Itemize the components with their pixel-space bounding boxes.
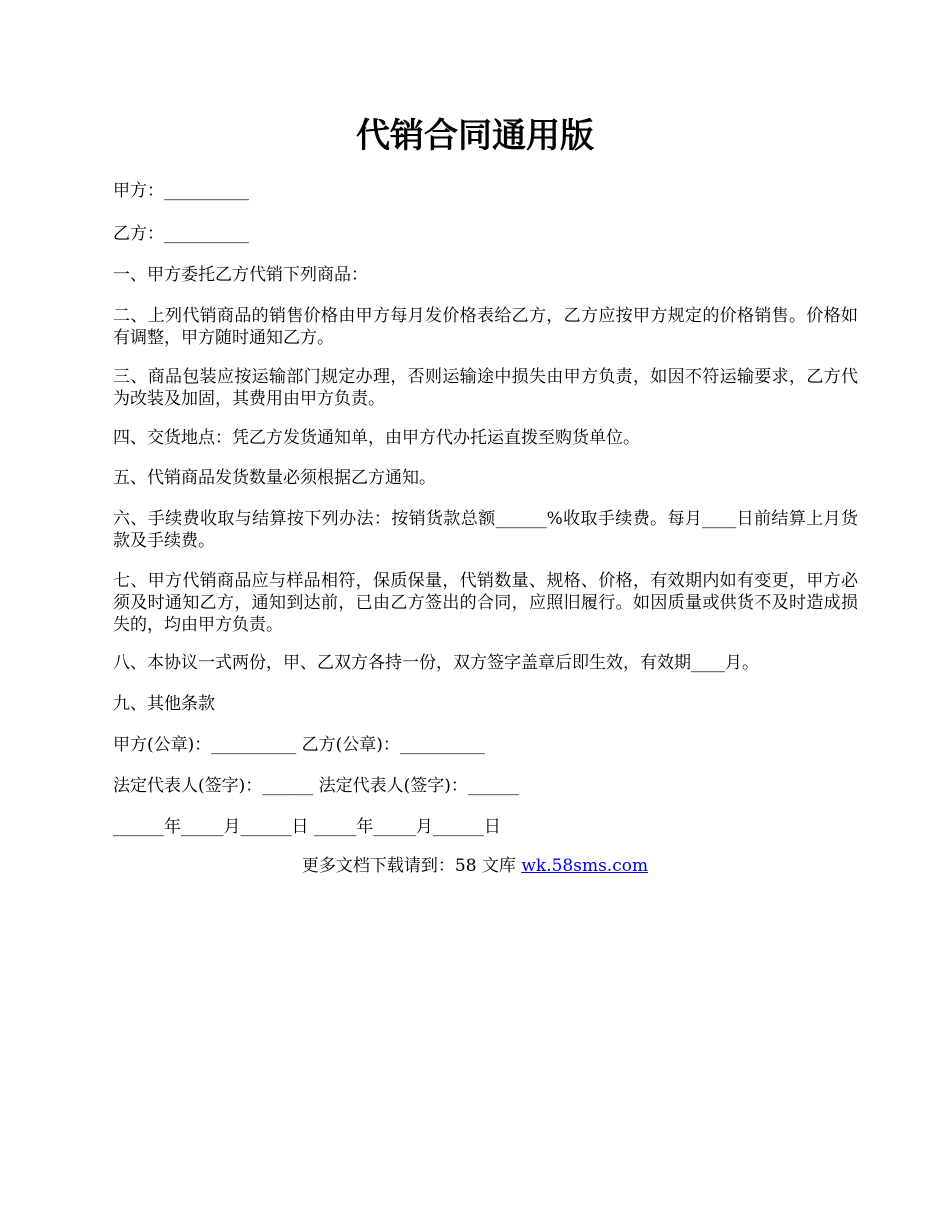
party-b-line: 乙方：__________ <box>113 224 249 244</box>
signature-date-line: ______年_____月______日 _____年_____月______日 <box>113 817 501 837</box>
clause-9: 九、其他条款 <box>113 694 215 714</box>
clause-3: 三、商品包装应按运输部门规定办理，否则运输途中损失由甲方负责，如因不符运输要求，乙方代为改装及加固，其费用由甲方负责。 <box>113 367 858 409</box>
party-a-line: 甲方：__________ <box>113 181 249 201</box>
footer-link[interactable]: wk.58sms.com <box>521 856 649 876</box>
clause-8: 八、本协议一式两份，甲、乙双方各持一份，双方签字盖章后即生效，有效期____月。 <box>113 653 759 673</box>
download-footer <box>0 855 950 877</box>
footer-text: 更多文档下载请到：58 文库 <box>301 856 522 876</box>
clause-7: 七、甲方代销商品应与样品相符，保质保量，代销数量、规格、价格，有效期内如有变更，甲方必须及时通知乙方，通知到达前，已由乙方签出的合同，应照旧履行。如因质量或供货不及时造成损失的，均由甲方负责。 <box>113 571 858 635</box>
signature-representative-line: 法定代表人(签字)：______ 法定代表人(签字)：______ <box>113 776 519 796</box>
document-title: 代销合同通用版 <box>356 116 594 156</box>
clause-2: 二、上列代销商品的销售价格由甲方每月发价格表给乙方，乙方应按甲方规定的价格销售。价格如有调整，甲方随时通知乙方。 <box>113 306 858 348</box>
clause-1: 一、甲方委托乙方代销下列商品： <box>113 265 368 285</box>
signature-seal-line: 甲方(公章)：__________ 乙方(公章)：__________ <box>113 735 485 755</box>
clause-5: 五、代销商品发货数量必须根据乙方通知。 <box>113 468 436 488</box>
clause-4: 四、交货地点：凭乙方发货通知单，由甲方代办托运直拨至购货单位。 <box>113 428 640 448</box>
clause-6: 六、手续费收取与结算按下列办法：按销货款总额______%收取手续费。每月____日前结算上月货款及手续费。 <box>113 509 858 551</box>
